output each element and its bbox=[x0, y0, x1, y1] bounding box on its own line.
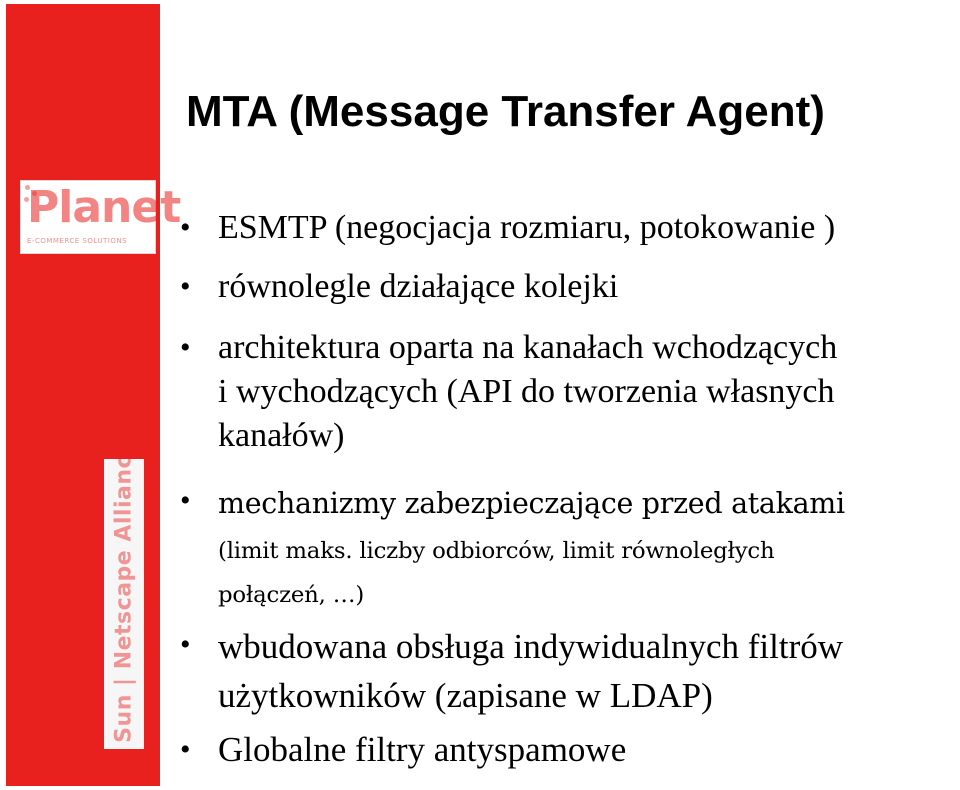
bullet-text: ESMTP (negocjacja rozmiaru, potokowanie ) bbox=[218, 209, 836, 246]
alliance-text: A Sun | Netscape Alliance bbox=[111, 439, 137, 769]
planet-logo bbox=[20, 180, 181, 254]
alliance-strip bbox=[104, 439, 144, 769]
bullet-item bbox=[180, 479, 960, 617]
logo-wordmark: Planet bbox=[27, 182, 181, 233]
slide-title: MTA (Message Transfer Agent) bbox=[186, 87, 825, 136]
logo-tagline: E-COMMERCE SOLUTIONS bbox=[27, 237, 128, 245]
bullet-text: (limit maks. liczby odbiorców, limit równoległych bbox=[218, 538, 775, 564]
bullet-item bbox=[180, 728, 960, 772]
bullet-item bbox=[180, 206, 960, 250]
bullet-text: kanałów) bbox=[218, 417, 345, 454]
bullet-text: Globalne filtry antyspamowe bbox=[218, 730, 627, 769]
bullet-text: połączeń, …) bbox=[218, 582, 365, 608]
brand-sidebar bbox=[6, 4, 181, 786]
bullet-text: użytkowników (zapisane w LDAP) bbox=[218, 676, 713, 715]
bullet-dot-icon: • bbox=[180, 331, 191, 364]
bullet-dot-icon: • bbox=[180, 211, 191, 244]
bullet-item bbox=[180, 623, 960, 721]
bullet-text: architektura oparta na kanałach wchodzących bbox=[218, 329, 838, 366]
bullet-text: i wychodzących (API do tworzenia własnych bbox=[218, 373, 835, 410]
bullet-dot-icon: • bbox=[180, 733, 191, 766]
bullet-text: wbudowana obsługa indywidualnych filtrów bbox=[218, 627, 844, 666]
bullet-text: mechanizmy zabezpieczające przed atakami bbox=[218, 487, 845, 520]
bullet-dot-icon: • bbox=[180, 270, 191, 303]
bullet-item bbox=[180, 326, 960, 458]
bullet-dot-icon: • bbox=[180, 484, 191, 517]
bullet-dot-icon: • bbox=[180, 628, 191, 661]
bullet-item bbox=[180, 265, 960, 309]
bullet-text: równolegle działające kolejki bbox=[218, 268, 619, 305]
